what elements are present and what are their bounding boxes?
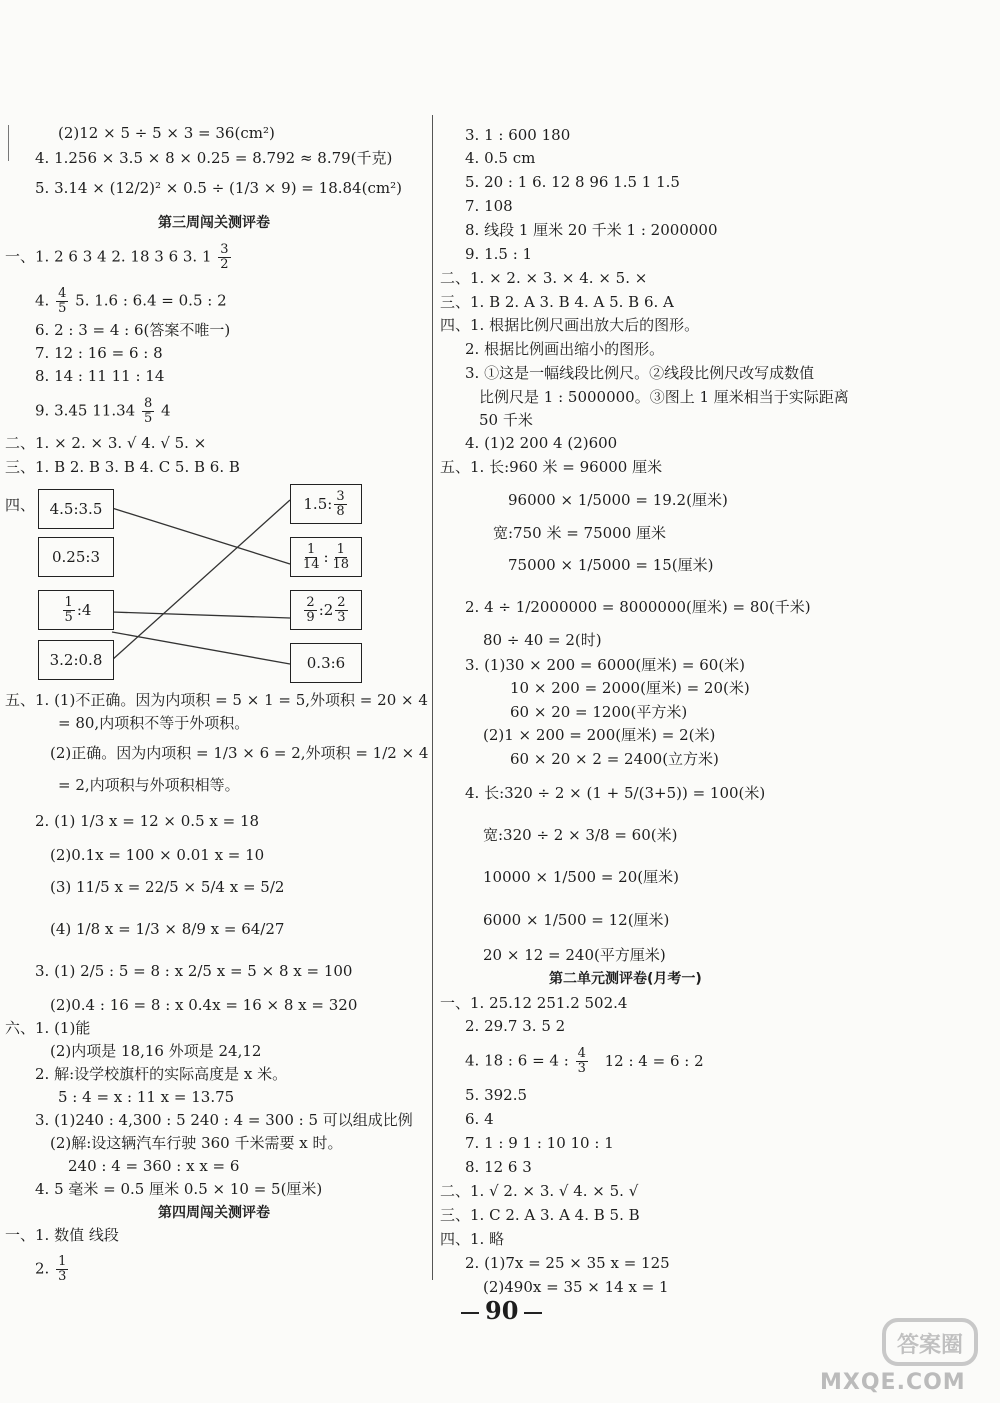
answer-line: 2. (1) 1/3 x = 12 × 0.5 x = 18 <box>35 812 260 830</box>
match-box-right: 1.5: $\frac{3}{8}$ <box>290 484 362 524</box>
answer-line: 三、1. C 2. A 3. A 4. B 5. B <box>440 1206 640 1224</box>
answer-line: 6. 2 : 3 = 4 : 6(答案不唯一) <box>35 321 231 339</box>
fraction: $\frac{1}{3}$ <box>58 1254 67 1284</box>
answer-line: 4. 0.5 cm <box>465 149 536 167</box>
answer-line: 60 × 20 = 1200(平方米) <box>510 703 688 721</box>
fraction: $\frac{4}{5}$ <box>58 286 67 316</box>
answer-line: 6000 × 1/500 = 12(厘米) <box>483 911 670 929</box>
match-box-left: 3.2:0.8 <box>38 640 114 680</box>
match-line-hidden <box>112 530 290 540</box>
answer-line: 96000 × 1/5000 = 19.2(厘米) <box>508 491 728 509</box>
answer-line: 比例尺是 1 : 5000000。③图上 1 厘米相当于实际距离 <box>479 388 849 406</box>
answer-line: (2)1 × 200 = 200(厘米) = 2(米) <box>483 726 716 744</box>
match-box-right: 0.3:6 <box>290 643 362 683</box>
answer-line: 4. 长:320 ÷ 2 × (1 + 5/(3+5)) = 100(米) <box>465 784 766 802</box>
answer-label: 四、 <box>5 496 36 514</box>
answer-line: 一、1. 2 6 3 4 2. 18 3 6 3. 1 $\frac{3}{2}$ <box>5 242 229 272</box>
match-box-left: 0.25:3 <box>38 537 114 577</box>
fraction: $\frac{8}{5}$ <box>143 396 153 426</box>
answer-line: 75000 × 1/5000 = 15(厘米) <box>508 556 714 574</box>
answer-line: 一、1. 数值 线段 <box>5 1226 119 1244</box>
svg-text:答案圈: 答案圈 <box>896 1333 964 1358</box>
answer-line: 7. 1 : 9 1 : 10 10 : 1 <box>465 1134 614 1152</box>
answer-line: 2. 4 ÷ 1/2000000 = 8000000(厘米) = 80(千米) <box>465 598 811 616</box>
section-title: 第三周闯关测评卷 <box>158 215 270 231</box>
answer-line: 3. (1)240 : 4,300 : 5 240 : 4 = 300 : 5 可以组成比例 <box>35 1111 413 1129</box>
answer-line: 60 × 20 × 2 = 2400(立方米) <box>510 750 719 768</box>
answer-line: 一、1. 25.12 251.2 502.4 <box>440 994 628 1012</box>
answer-line: 四、1. 根据比例尺画出放大后的图形。 <box>440 316 700 334</box>
answer-line: 4. 18 : 6 = 4 : $\frac{4}{3}$ 12 : 4 = 6 : 2 <box>465 1046 704 1076</box>
answer-line: 2. 29.7 3. 5 2 <box>465 1017 566 1035</box>
answer-line: 3. (1)30 × 200 = 6000(厘米) = 60(米) <box>465 656 746 674</box>
answer-line: 2. (1)7x = 25 × 35 x = 125 <box>465 1254 670 1272</box>
section-title: 第二单元测评卷(月考一) <box>549 971 702 987</box>
answer-line: 6. 4 <box>465 1110 494 1128</box>
answer-line: 二、1. × 2. × 3. √ 4. √ 5. × <box>5 434 207 452</box>
answer-line: 4. (1)2 200 4 (2)600 <box>465 434 618 452</box>
match-box-left: $\frac{1}{5}$ :4 <box>38 590 114 630</box>
answer-line: (2)490x = 35 × 14 x = 1 <box>483 1278 669 1296</box>
answer-line: 五、1. (1)不正确。因为内项积 = 5 × 1 = 5,外项积 = 20 × 4 <box>5 691 428 709</box>
answer-line: 3. ①这是一幅线段比例尺。②线段比例尺改写成数值 <box>465 364 815 382</box>
answer-line: 9. 3.45 11.34 $\frac{8}{5}$ 4 <box>35 396 171 426</box>
answer-line: = 2,内项积与外项积相等。 <box>58 776 240 794</box>
answer-line: 5 : 4 = x : 11 x = 13.75 <box>58 1088 235 1106</box>
answer-line: (2)正确。因为内项积 = 1/3 × 6 = 2,外项积 = 1/2 × 4 <box>50 744 429 762</box>
answer-line: 二、1. × 2. × 3. × 4. × 5. × <box>440 269 648 287</box>
answer-line: 80 ÷ 40 = 2(时) <box>483 631 602 649</box>
answer-line: 8. 12 6 3 <box>465 1158 532 1176</box>
match-box-left: 4.5:3.5 <box>38 489 114 529</box>
answer-line: 三、1. B 2. A 3. B 4. A 5. B 6. A <box>440 293 674 311</box>
answer-line: 六、1. (1)能 <box>5 1019 91 1037</box>
answer-line: (2)内项是 18,16 外项是 24,12 <box>50 1042 262 1060</box>
answer-line: 宽:750 米 = 75000 厘米 <box>493 524 667 542</box>
watermark-site: MXQE.COM <box>820 1370 966 1395</box>
answer-line: 5. 20 : 1 6. 12 8 96 1.5 1 1.5 <box>465 173 680 191</box>
match-box-right: $\frac{1}{14}$ : $\frac{1}{18}$ <box>290 537 362 577</box>
answer-line: 9. 1.5 : 1 <box>465 245 533 263</box>
answer-line: 10000 × 1/500 = 20(厘米) <box>483 868 679 886</box>
answer-line: (2)12 × 5 ÷ 5 × 3 = 36(cm²) <box>58 124 275 142</box>
match-line <box>112 508 290 564</box>
answer-line: 四、1. 略 <box>440 1230 505 1248</box>
answer-line: (2)0.4 : 16 = 8 : x 0.4x = 16 × 8 x = 320 <box>50 996 358 1014</box>
answer-line: 五、1. 长:960 米 = 96000 厘米 <box>440 458 663 476</box>
match-line <box>112 500 290 660</box>
answer-line: 5. 392.5 <box>465 1086 528 1104</box>
answer-line: = 80,内项积不等于外项积。 <box>58 714 250 732</box>
answer-line: 10 × 200 = 2000(厘米) = 20(米) <box>510 679 750 697</box>
answer-line: 240 : 4 = 360 : x x = 6 <box>68 1157 240 1175</box>
answer-line: 3. 1 : 600 180 <box>465 126 571 144</box>
section-title: 第四周闯关测评卷 <box>158 1205 270 1221</box>
match-box-right: $\frac{2}{9}$ :2 $\frac{2}{3}$ <box>290 590 362 630</box>
answer-line: 7. 12 : 16 = 6 : 8 <box>35 344 163 362</box>
fraction: $\frac{4}{3}$ <box>577 1046 586 1076</box>
answer-line: 2. 根据比例画出缩小的图形。 <box>465 340 665 358</box>
answer-line: 4. $\frac{4}{5}$ 5. 1.6 : 6.4 = 0.5 : 2 <box>35 286 227 316</box>
answer-line: (3) 11/5 x = 22/5 × 5/4 x = 5/2 <box>50 878 285 896</box>
answer-line: 宽:320 ÷ 2 × 3/8 = 60(米) <box>483 826 678 844</box>
answer-line: (2)解:设这辆汽车行驶 360 千米需要 x 时。 <box>50 1134 343 1152</box>
answer-line: 2. $\frac{1}{3}$ <box>35 1254 67 1284</box>
answer-line: 2. 解:设学校旗杆的实际高度是 x 米。 <box>35 1065 288 1083</box>
answer-line: 3. (1) 2/5 : 5 = 8 : x 2/5 x = 5 × 8 x = 100 <box>35 962 353 980</box>
page-number: 90 <box>455 1296 548 1325</box>
fraction: $\frac{3}{2}$ <box>220 242 229 272</box>
answer-line: 20 × 12 = 240(平方厘米) <box>483 946 666 964</box>
answer-line: 5. 3.14 × (12/2)² × 0.5 ÷ (1/3 × 9) = 18.84(cm²) <box>35 179 402 197</box>
answer-line: 二、1. √ 2. × 3. √ 4. × 5. √ <box>440 1182 639 1200</box>
answer-line: 50 千米 <box>479 411 533 429</box>
watermark-logo <box>880 1312 980 1372</box>
answer-line: 7. 108 <box>465 197 513 215</box>
match-line <box>112 612 290 618</box>
answer-line: 8. 线段 1 厘米 20 千米 1 : 2000000 <box>465 221 718 239</box>
answer-line: 4. 5 毫米 = 0.5 厘米 0.5 × 10 = 5(厘米) <box>35 1180 323 1198</box>
answer-line: 8. 14 : 11 11 : 14 <box>35 367 165 385</box>
answer-line: (2)0.1x = 100 × 0.01 x = 10 <box>50 846 265 864</box>
answer-line: 三、1. B 2. B 3. B 4. C 5. B 6. B <box>5 458 240 476</box>
answer-line: 4. 1.256 × 3.5 × 8 × 0.25 = 8.792 ≈ 8.79(千克) <box>35 149 393 167</box>
answer-line: (4) 1/8 x = 1/3 × 8/9 x = 64/27 <box>50 920 285 938</box>
